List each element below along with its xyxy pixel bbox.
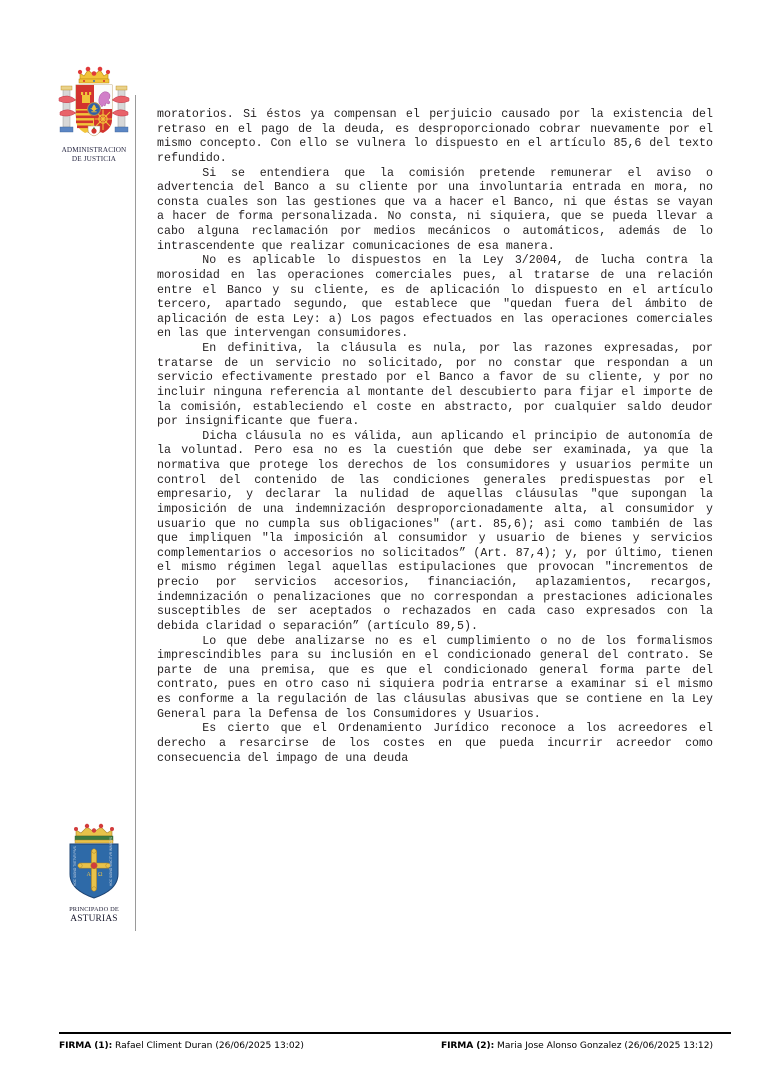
svg-text:HOC SIGNO TVETVR PIVS: HOC SIGNO TVETVR PIVS [73,846,77,886]
paragraph-6 [157,635,713,723]
paragraph-5 [157,430,713,635]
vertical-divider [135,95,136,931]
signature-2-value: Maria Jose Alonso Gonzalez (26/06/2025 13:12) [497,1041,714,1051]
spain-coat-of-arms-icon [54,62,134,146]
asturias-emblem-block [52,818,136,930]
paragraph-1-text: moratorios. Si éstos ya compensan el perjuicio causado por la existencia del retraso en el pago de la deuda, es desproporcionado cobrar nuevamente por el mismo concepto. Con ello se vulnera lo dispuesto en el artículo 85,6 del texto refundido. [157,108,713,165]
paragraph-1 [157,108,713,167]
signature-2-label: FIRMA (2): [441,1041,495,1051]
paragraph-7-text: Es cierto que el Ordenamiento Jurídico reconoce a los acreedores el derecho a resarcirse de los costes en que pueda incurrir acreedor como consecuencia del impago de una deuda [157,722,713,765]
svg-text:HOC SIGNO VINCITVR INIMICVS: HOC SIGNO VINCITVR INIMICVS [109,836,113,886]
document-text-body [157,108,713,766]
svg-text:A: A [86,872,91,878]
spain-emblem-caption-line2: DE JUSTICIA [71,154,117,163]
signature-1-value: Rafael Climent Duran (26/06/2025 13:02) [115,1041,304,1051]
spain-emblem-block [52,62,136,170]
paragraph-2-text: Si se entendiera que la comisión pretende remunerar el aviso o advertencia del Banco a su cliente por una involuntaria entrada en mora, no consta cuales son las gestiones que va a hacer el Banco, ni que éstas se vayan a hacer de forma personalizada. No consta, ni siquiera, que se pueda llevar a cabo alguna reclamación por medios mecánicos o automáticos, además de lo intrascendente que realizar comunicaciones de esa manera. [157,166,713,253]
signature-2 [441,1040,713,1053]
paragraph-6-text: Lo que debe analizarse no es el cumplimiento o no de los formalismos imprescindibles para su inclusión en el condicionado general del contrato. Se parte de una premisa, que es que el condicionado general forma parte del contrato, pues en otro caso ni siquiera podria entrarse a examinar si el mismo es conforme a la regulación de las cláusulas abusivas que se contiene en la Ley General para la Defensa de los Consumidores y Usuarios. [157,634,713,721]
signature-1-label: FIRMA (1): [59,1041,113,1051]
spain-emblem-caption-line1: ADMINISTRACION [61,146,127,154]
paragraph-2 [157,167,713,255]
paragraph-3-text: No es aplicable lo dispuestos en la Ley 3/2004, de lucha contra la morosidad en las operaciones comerciales pues, al tratarse de una relación entre el Banco y su cliente, es de aplicación lo dispuesto en el artículo tercero, apartado segundo, que establece que "quedan fuera del ámbito de aplicación de esta Ley: a) Los pagos efectuados en las operaciones comerciales en las que intervengan consumidores. [157,254,713,341]
paragraph-5-text: Dicha cláusula no es válida, aun aplicando el principio de autonomía de la voluntad. Pero esa no es la cuestión que debe ser examinada, ya que la normativa que protege los derechos de los consumidores y usuarios permite un control del contenido de las condiciones generales predispuestas por el empresario, y declarar la nulidad de aquellas cláusulas "que supongan la imposición de una indemnización desproporcionadamente alta, al consumidor y usuario que no cumpla sus obligaciones" (art. 85,6); asi como también de las que impliquen "la imposición al consumidor y usuario de bienes y servicios complementarios o accesorios no solicitados” (Art. 87,4); y, por último, tienen el mismo régimen legal aquellas estipulaciones que provocan "incrementos de precio por servicios accesorios, financiación, aplazamientos, recargos, indemnización o penalizaciones que no correspondan a prestaciones adicionales susceptibles de ser aceptados o rechazados en cada caso expresados con la debida claridad o separación” (artículo 89,5). [157,429,713,633]
asturias-coat-of-arms-icon [56,818,132,906]
svg-text:Ω: Ω [98,872,103,878]
paragraph-4 [157,342,713,430]
paragraph-4-text: En definitiva, la cláusula es nula, por las razones expresadas, por tratarse de un servicio no solicitado, por no constar que respondan a un servicio efectivamente prestado por el Banco a favor de su cliente, y por no incluir ninguna referencia al montante del descubierto para fijar el importe de la comisión, estableciendo el coste en abstracto, por cualquier saldo deudor por insignificante que fuera. [157,342,713,429]
footer-divider [59,1032,731,1034]
asturias-emblem-caption-line2: ASTURIAS [70,913,118,924]
signature-1 [59,1040,304,1053]
paragraph-7 [157,722,713,766]
paragraph-3 [157,254,713,342]
asturias-emblem-caption-line1: PRINCIPADO DE [69,906,119,913]
emblem-column [0,0,136,1086]
signature-row [59,1040,739,1056]
